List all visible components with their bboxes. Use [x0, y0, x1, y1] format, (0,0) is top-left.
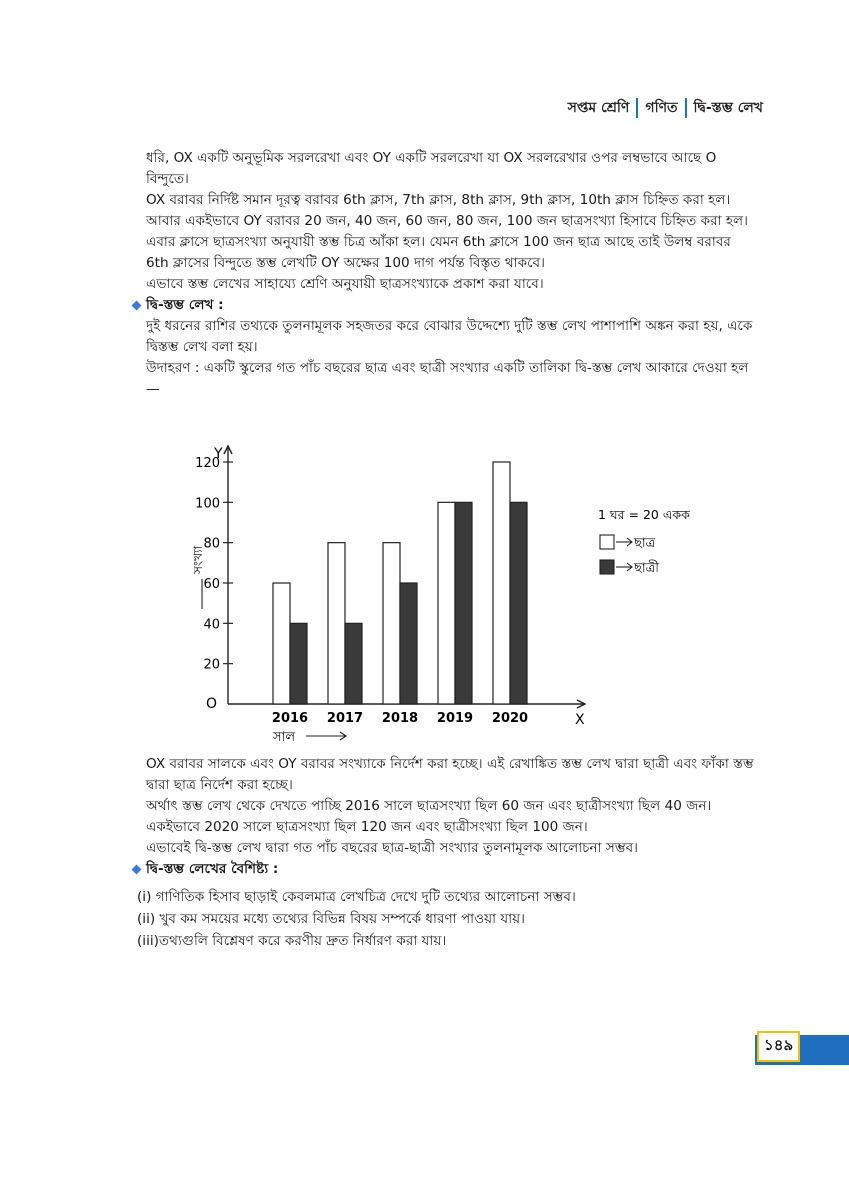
paragraph: দুই ধরনের রাশির তথ্যকে তুলনামূলক সহজতর করে বোঝার উদ্দেশ্যে দুটি স্তম্ভ লেখ পাশাপাশি অঙ্কন করা হয়, একে দ্বিস্তম্ভ লেখ বলা হয়।: [146, 318, 753, 355]
page-number: ১৪৯: [757, 1031, 800, 1062]
y-tick-label: 80: [203, 536, 220, 552]
paragraph: এভাবে স্তম্ভ লেখের সাহায্যে শ্রেণি অনুযায়ী ছাত্রসংখ্যাকে প্রকাশ করা যাবে।: [146, 276, 544, 292]
features-list: [137, 886, 757, 952]
x-tick-label: 2018: [381, 711, 419, 726]
y-axis-label: সংখ্যা: [191, 546, 205, 574]
x-tick-label: 2017: [326, 711, 364, 726]
x-tick-label: 2020: [491, 711, 529, 726]
bar-girls: [455, 502, 472, 704]
header-class: সপ্তম শ্রেণি: [567, 100, 630, 116]
feature-item: (iii)তথ্যগুলি বিশ্লেষণ করে করণীয় দ্রুত নির্ধারণ করা যায়।: [137, 933, 447, 949]
bar-girls: [290, 623, 307, 704]
double-bar-chart: [180, 440, 740, 770]
section-heading-text: দ্বি-স্তম্ভ লেখের বৈশিষ্ট্য :: [146, 861, 279, 877]
bar-girls: [400, 583, 417, 704]
header-subject: গণিত: [645, 100, 678, 116]
y-tick-label: 60: [203, 577, 220, 592]
header-separator: [685, 98, 687, 118]
bar-boys: [328, 543, 345, 704]
bar-boys: [273, 583, 290, 704]
x-axis-label: সাল: [273, 730, 296, 745]
section-heading-text: দ্বি-স্তম্ভ লেখ :: [146, 297, 224, 313]
bar-boys: [438, 502, 455, 704]
x-tick-label: 2019: [436, 711, 474, 726]
y-tick-label: 120: [195, 456, 220, 471]
bar-boys: [493, 462, 510, 704]
header-separator: [636, 98, 638, 118]
feature-item: (ii) খুব কম সময়ের মধ্যে তথ্যের বিভিন্ন বিষয় সম্পর্কে ধারণা পাওয়া যায়।: [137, 911, 526, 927]
legend-label: ছাত্র: [634, 536, 656, 551]
bar-girls: [510, 502, 527, 704]
legend-swatch: [600, 535, 614, 549]
section-heading: [146, 859, 754, 880]
paragraph: ধরি, OX একটি অনুভূমিক সরলরেখা এবং OY একটি সরলরেখা যা OX সরলরেখার ওপর লম্বভাবে আছে O বিন্দুতে।: [146, 150, 717, 187]
y-axis-name: Y: [214, 446, 223, 462]
y-tick-label: 100: [195, 496, 220, 512]
y-tick-label: 40: [203, 617, 220, 633]
legend-swatch: [600, 560, 614, 574]
diamond-bullet-icon: [132, 301, 142, 311]
x-axis-name: X: [575, 712, 585, 728]
paragraph: OX বরাবর নির্দিষ্ট সমান দূরত্ব বরাবর 6th ক্লাস, 7th ক্লাস, 8th ক্লাস, 9th ক্লাস, 10th ক্লাস চিহ্নিত করা হল।: [146, 192, 731, 208]
page-header: [568, 96, 763, 120]
scale-note: 1 ঘর = 20 একক: [598, 507, 690, 522]
origin-label: O: [206, 696, 218, 712]
explanation-text: [146, 754, 754, 880]
header-chapter: দ্বি-স্তম্ভ লেখ: [693, 100, 763, 116]
body-text: [146, 148, 754, 400]
paragraph: উদাহরণ : একটি স্কুলের গত পাঁচ বছরের ছাত্র এবং ছাত্রী সংখ্যার একটি তালিকা দ্বি-স্তম্ভ লেখ আকারে দেওয়া হল—: [146, 360, 749, 397]
paragraph: OX বরাবর সালকে এবং OY বরাবর সংখ্যাকে নির্দেশ করা হচ্ছে। এই রেখাঙ্কিত স্তম্ভ লেখ দ্বারা ছাত্রী এবং ফাঁকা স্তম্ভ দ্বারা ছাত্র নির্দেশ করা হচ্ছে।: [146, 756, 754, 793]
paragraph: একইভাবে 2020 সালে ছাত্রসংখ্যা ছিল 120 জন এবং ছাত্রীসংখ্যা ছিল 100 জন।: [146, 819, 588, 835]
bar-boys: [383, 543, 400, 704]
diamond-bullet-icon: [132, 865, 142, 875]
feature-item: (i) গাণিতিক হিসাব ছাড়াই কেবলমাত্র লেখচিত্র দেখে দুটি তথ্যের আলোচনা সম্ভব।: [137, 889, 576, 905]
y-tick-label: 20: [203, 657, 220, 673]
paragraph: এবার ক্লাসে ছাত্রসংখ্যা অনুযায়ী স্তম্ভ চিত্র আঁকা হল। যেমন 6th ক্লাসে 100 জন ছাত্র আছে তাই উলম্ব বরাবর 6th ক্লাসের বিন্দুতে স্তম্ভ লেখটি OY অক্ষের 100 দাগ পর্যন্ত বিস্তৃত থাকবে।: [146, 234, 731, 271]
paragraph: এভাবেই দ্বি-স্তম্ভ লেখ দ্বারা গত পাঁচ বছরের ছাত্র-ছাত্রী সংখ্যার তুলনামূলক আলোচনা সম্ভব।: [146, 840, 639, 856]
bar-girls: [345, 623, 362, 704]
section-heading: [146, 295, 754, 316]
chart-svg: [180, 440, 740, 770]
paragraph: অর্থাৎ স্তম্ভ লেখ থেকে দেখতে পাচ্ছি 2016 সালে ছাত্রসংখ্যা ছিল 60 জন এবং ছাত্রীসংখ্যা ছিল 40 জন।: [146, 798, 712, 814]
x-tick-label: 2016: [271, 711, 309, 726]
legend-label: ছাত্রী: [634, 561, 659, 576]
paragraph: আবার একইভাবে OY বরাবর 20 জন, 40 জন, 60 জন, 80 জন, 100 জন ছাত্রসংখ্যা হিসাবে চিহ্নিত করা হল।: [146, 213, 749, 229]
